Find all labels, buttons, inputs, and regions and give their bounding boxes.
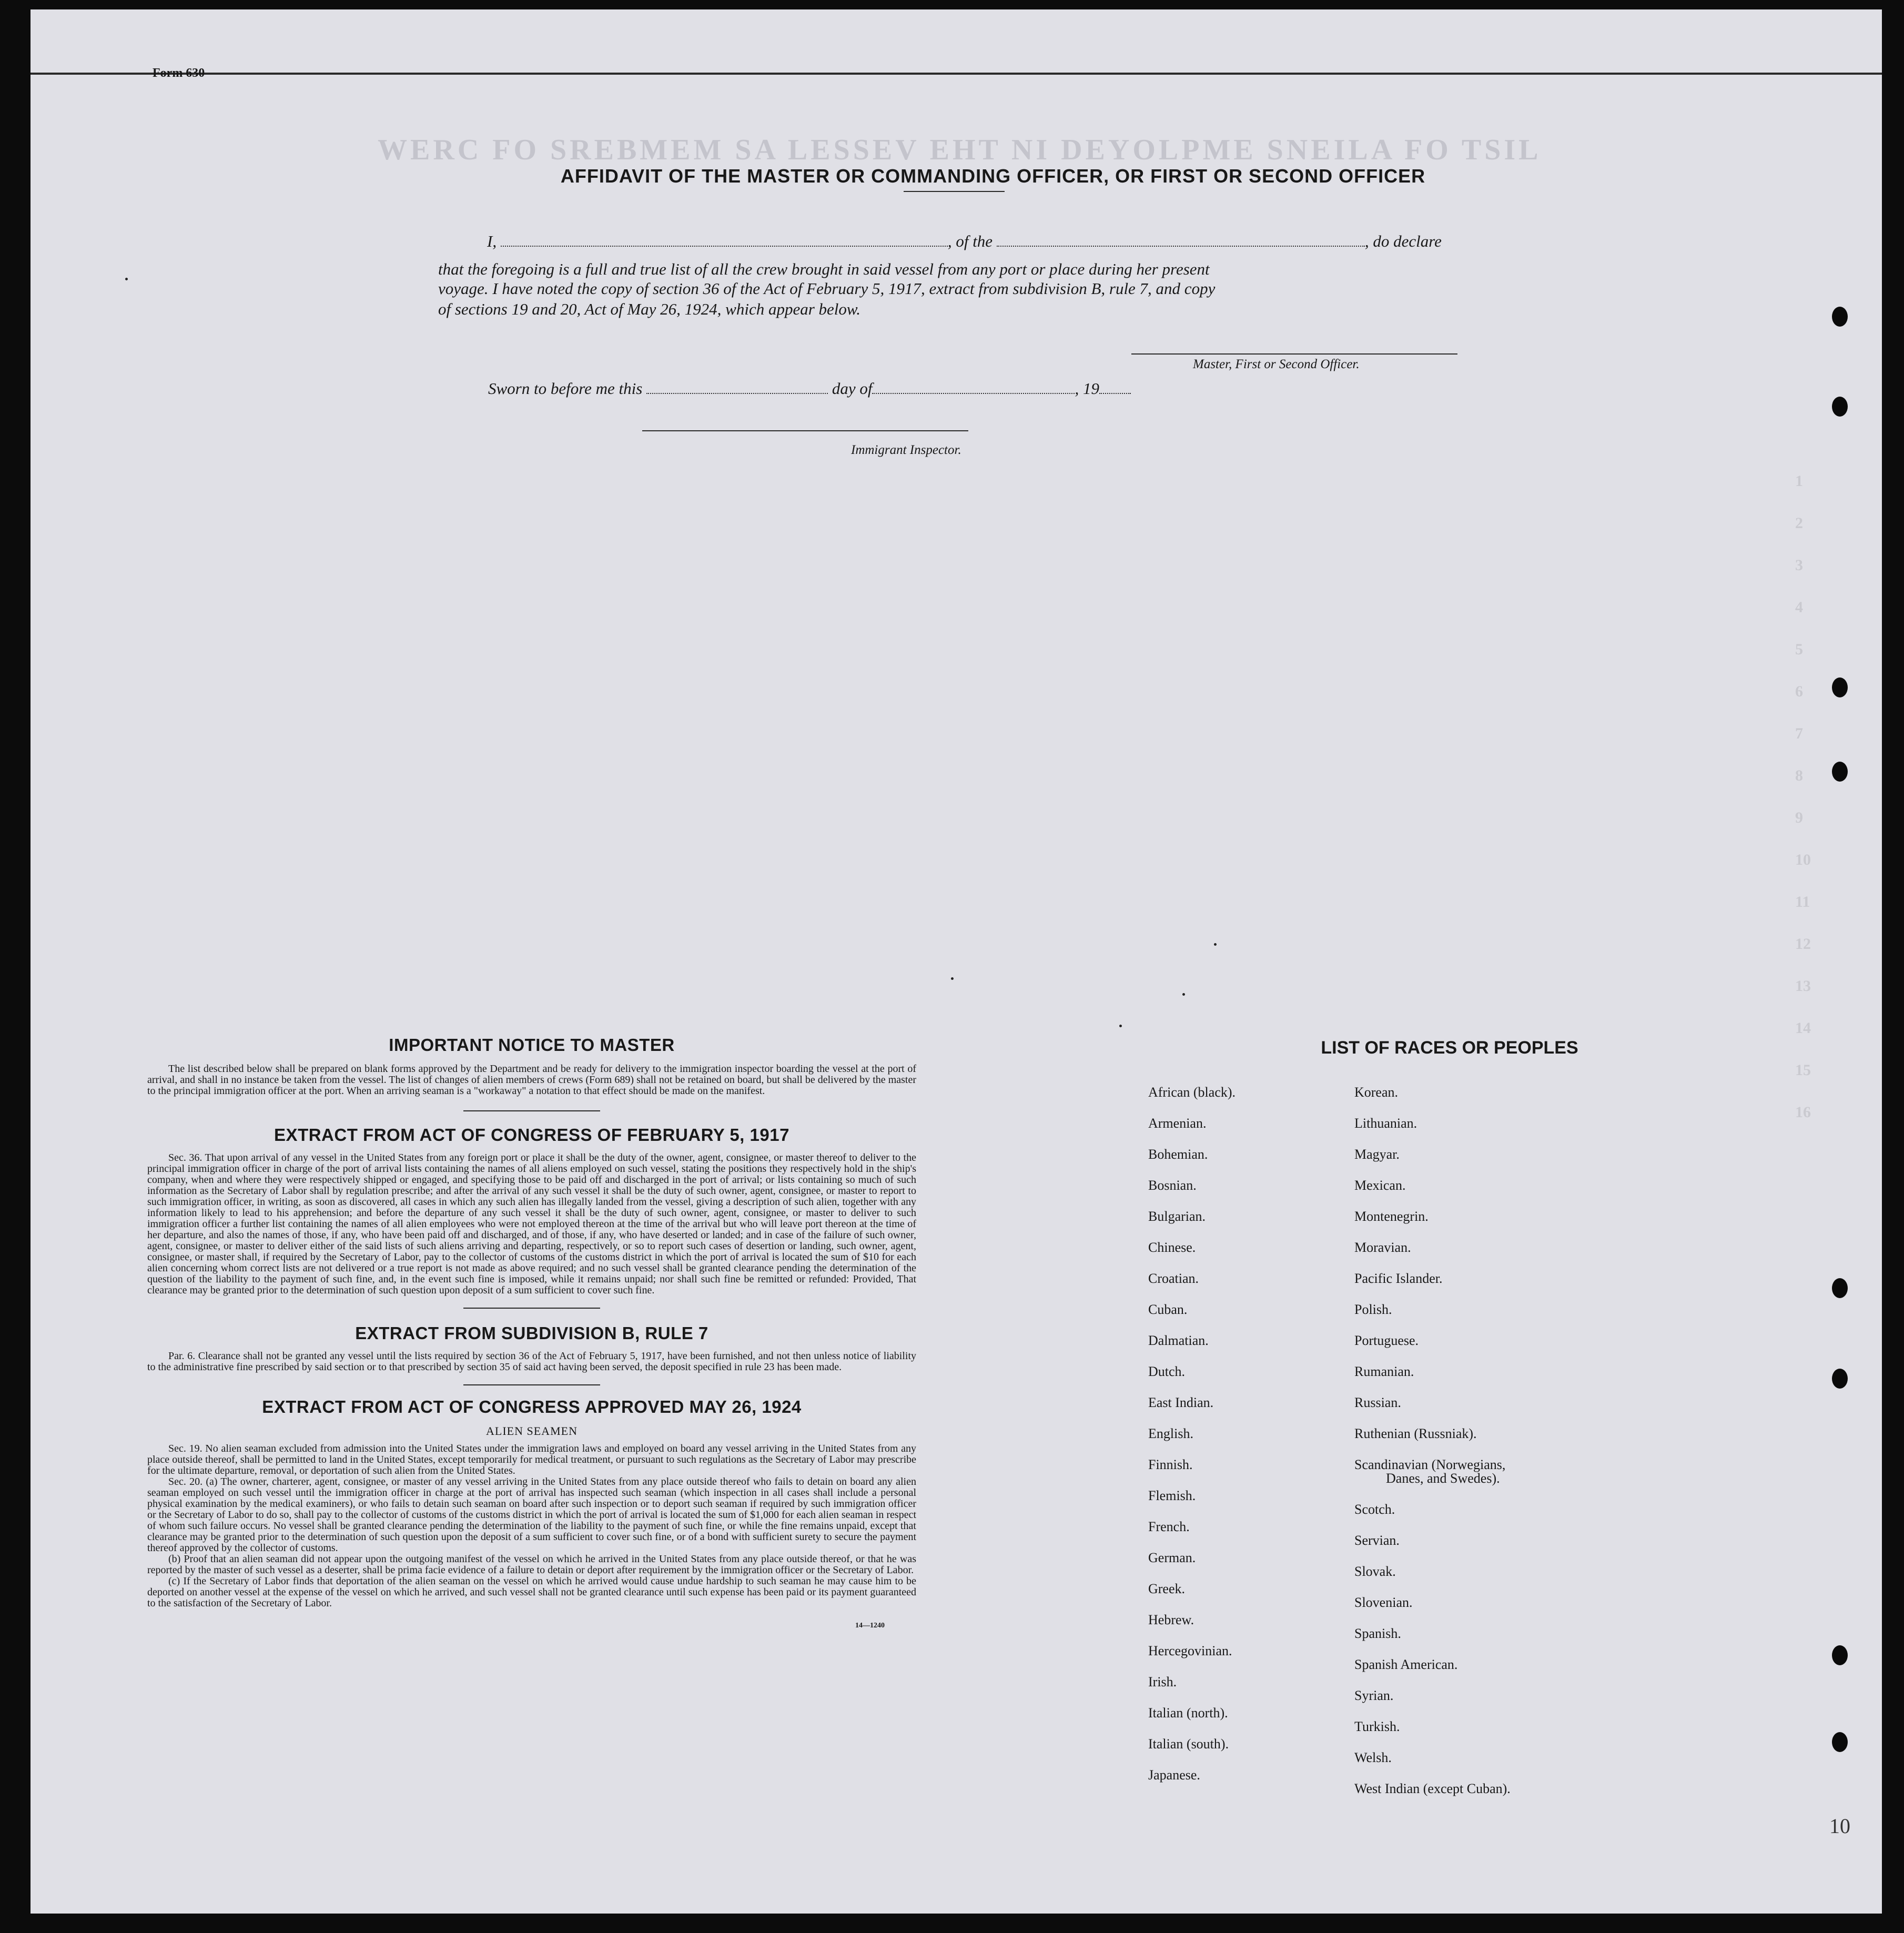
binder-hole: [1832, 1732, 1848, 1752]
sec19-text: Sec. 19. No alien seaman excluded from admission into the United States under the immigration laws and employed on board any vessel arriving in the United States from any place outside thereof, shall be permitted to land in the United States, except temporarily for medical treatment, or pursuant to such regulations as the Secretary of Labor may prescribe for the ultimate departure, removal, or deportation of such alien from the United States.: [147, 1443, 916, 1476]
binder-hole: [1832, 307, 1848, 327]
race-item: Polish.: [1354, 1302, 1392, 1317]
race-item: Chinese.: [1148, 1240, 1196, 1255]
race-item: Italian (north).: [1148, 1705, 1228, 1721]
bleed-row-number: 12: [1795, 935, 1811, 953]
race-item: Rumanian.: [1354, 1364, 1414, 1379]
race-item: Danes, and Swedes).: [1386, 1471, 1500, 1486]
race-item: Portuguese.: [1354, 1333, 1419, 1348]
binder-hole: [1832, 677, 1848, 697]
bleed-row-number: 9: [1795, 809, 1803, 826]
sec20b-text: (b) Proof that an alien seaman did not appear upon the outgoing manifest of the vessel on which he arrived in the United States from any place outside thereof, or that he was reported by the master of such vessel as a deserter, shall be prima facie evidence of a failure to detain or deport after requirement by the immigration officer or the Secretary of Labor.: [147, 1553, 916, 1576]
race-item: Slovak.: [1354, 1564, 1396, 1579]
bleed-row-number: 4: [1795, 599, 1803, 616]
race-item: Hercegovinian.: [1148, 1643, 1232, 1658]
race-item: German.: [1148, 1550, 1196, 1565]
race-item: Korean.: [1354, 1085, 1399, 1100]
race-item: Japanese.: [1148, 1767, 1200, 1783]
sworn-month-blank[interactable]: [872, 380, 1075, 394]
race-item: Russian.: [1354, 1395, 1401, 1410]
race-item: Mexican.: [1354, 1178, 1406, 1193]
races-title: LIST OF RACES OR PEOPLES: [1321, 1038, 1578, 1058]
race-item: Ruthenian (Russniak).: [1354, 1426, 1477, 1441]
race-item: Pacific Islander.: [1354, 1271, 1443, 1286]
race-item: Irish.: [1148, 1674, 1177, 1689]
race-item: Scotch.: [1354, 1502, 1395, 1517]
bleed-row-number: 7: [1795, 725, 1803, 742]
declarant-name-blank[interactable]: [501, 233, 948, 247]
affidavit-i: I,: [487, 232, 497, 250]
race-item: African (black).: [1148, 1085, 1236, 1100]
race-item: Bulgarian.: [1148, 1209, 1206, 1224]
binder-hole: [1832, 397, 1848, 417]
affidavit-line-2: that the foregoing is a full and true list of all the crew brought in said vessel from any port or place during her present: [438, 260, 1210, 278]
race-item: Croatian.: [1148, 1271, 1199, 1286]
binder-hole: [1832, 762, 1848, 782]
page-mark: 10: [1829, 1814, 1850, 1838]
race-item: Scandinavian (Norwegians,: [1354, 1457, 1506, 1472]
notice-text: The list described below shall be prepared on blank forms approved by the Department and be ready for delivery to the immigration inspector boarding the vessel at the port of arrival, and shall in no instance be taken from the vessel. The list of changes of alien members of crews (Form 689) shall not be retained on board, but shall be delivered by the master to the principal immigration officer at the port. When an arriving seaman is a "workaway" a notation to that effect should be made on the manifest.: [147, 1063, 916, 1097]
race-item: Lithuanian.: [1354, 1116, 1417, 1131]
bleed-row-number: 15: [1795, 1061, 1811, 1079]
bleed-row-number: 14: [1795, 1019, 1811, 1037]
bleed-row-number: 2: [1795, 514, 1803, 532]
notice-title: IMPORTANT NOTICE TO MASTER: [389, 1035, 675, 1055]
race-item: Finnish.: [1148, 1457, 1193, 1472]
bleed-row-number: 10: [1795, 851, 1811, 868]
extract-1924-title: EXTRACT FROM ACT OF CONGRESS APPROVED MAY 26, 1924: [262, 1397, 802, 1416]
extract-1917-text: Sec. 36. That upon arrival of any vessel in the United States from any foreign port or place it shall be the duty of the owner, agent, consignee, or master thereof to deliver to the principal immigration officer in charge of the port of arrival lists containing the names of all aliens employed on such vessel, stating the positions they respectively hold in the ship's company, when and where they were respectively shipped or engaged, and specifying those to be paid off and discharged in the port of arrival; or lists containing so much of such information as the Secretary of Labor shall by regulation prescribe; and after the arrival of any such vessel it shall be the duty of such owner, agent, consignee, or master to report to such immigration officer, in writing, as soon as discovered, all cases in which any such alien has illegally landed from the vessel, giving a description of such alien, together with any information likely to lead to his apprehension; and before the departure of any such vessel it shall be the duty of such owner, agent, consignee, or master to deliver to such immigration officer a further list containing the names of all alien employees who were not employed thereon at the time of the arrival but who will leave port thereon at the time of her departure, and also the names of those, if any, who have been paid off and discharged, and of those, if any, who have deserted or landed; and in case of the failure of such owner, agent, consignee, or master to deliver either of the said lists of such aliens arriving and departing, respectively, or so to report such cases of desertion or landing, such owner, agent, consignee, or master shall, if required by the Secretary of Labor, pay to the collector of customs of the customs district in which the port of arrival is located the sum of $10 for each alien concerning whom correct lists are not delivered or a true report is not made as above required; and no such vessel shall be granted clearance pending the determination of the question of the liability to the payment of such fine, and, in the event such fine is imposed, while it remains unpaid; nor shall such fine be remitted or refunded: Provided, That clearance may be granted prior to the determination of such question upon deposit of a sum sufficient to cover such fine.: [147, 1152, 916, 1296]
affidavit-title: AFFIDAVIT OF THE MASTER OR COMMANDING OFFICER, OR FIRST OR SECOND OFFICER: [560, 165, 1426, 187]
bleed-row-number: 8: [1795, 767, 1803, 784]
sworn-year-prefix: , 19: [1075, 379, 1099, 398]
speck: [1119, 1025, 1122, 1027]
speck: [125, 278, 128, 280]
master-signature-caption: Master, First or Second Officer.: [1193, 357, 1360, 371]
extract-rule7-text: Par. 6. Clearance shall not be granted any vessel until the lists required by section 36 of the Act of February 5, 1917, have been furnished, and not then unless notice of liability to the administrative fine prescribed by said section or to that prescribed by section 35 of said act having been served, the deposit specified in rule 23 has been made.: [147, 1350, 916, 1373]
divider: [463, 1308, 600, 1309]
inspector-signature-line[interactable]: [642, 430, 968, 431]
top-edge-rule: [31, 73, 1882, 75]
document-page: [31, 9, 1882, 1914]
race-item: Armenian.: [1148, 1116, 1207, 1131]
race-item: East Indian.: [1148, 1395, 1214, 1410]
race-item: Bosnian.: [1148, 1178, 1197, 1193]
sec20c-text: (c) If the Secretary of Labor finds that deportation of the alien seaman on the vessel on which he arrived would cause undue hardship to such seaman he may cause him to be deported on another vessel at the expense of the vessel on which he arrived, and such vessel shall not be granted clearance until such expense has been paid or its payment guaranteed to the satisfaction of the Secretary of Labor.: [147, 1575, 916, 1609]
bleed-row-number: 13: [1795, 977, 1811, 995]
race-item: Dutch.: [1148, 1364, 1186, 1379]
sworn-day-of: day of: [832, 379, 873, 398]
affidavit-line-3: voyage. I have noted the copy of section 36 of the Act of February 5, 1917, extract from subdivision B, rule 7, and copy: [438, 279, 1216, 298]
vessel-name-blank[interactable]: [997, 233, 1365, 247]
race-item: Slovenian.: [1354, 1595, 1413, 1610]
bleed-row-number: 1: [1795, 472, 1803, 490]
bleed-row-number: 3: [1795, 556, 1803, 574]
bleed-through-title: WERC FO SREBMEM SA LESSEV EHT NI DEYOLPME SNEILA FO TSIL: [378, 134, 1542, 166]
sec20a-text: Sec. 20. (a) The owner, charterer, agent, consignee, or master of any vessel arriving in the United States from any place outside thereof who fails to detain on board any alien seaman employed on such vessel until the immigration officer in charge at the port of arrival has inspected such seaman (which inspection in all cases shall include a personal physical examination by the medical examiners), or who fails to detain such seaman on board after such inspection or to deport such seaman if required by such immigration officer or the Secretary of Labor to do so, shall pay to the collector of customs of the customs district in which the port of arrival is located the sum of $1,000 for each alien seaman in respect of whom such failure occurs. No vessel shall be granted clearance pending the determination of the liability to the payment of such fine, or while the fine remains unpaid, except that clearance may be granted prior to the determination of such question upon the deposit of a sum sufficient to cover such fine, or of a bond with sufficient surety to secure the payment thereof approved by the collector of customs.: [147, 1476, 916, 1554]
race-item: Spanish American.: [1354, 1657, 1458, 1672]
race-item: Welsh.: [1354, 1750, 1392, 1765]
race-item: Moravian.: [1354, 1240, 1411, 1255]
bleed-row-number: 11: [1795, 893, 1810, 910]
race-item: English.: [1148, 1426, 1193, 1441]
sworn-day-blank[interactable]: [646, 380, 828, 394]
divider: [463, 1110, 600, 1111]
affidavit-of-the: , of the: [947, 232, 993, 250]
sworn-year-blank[interactable]: [1099, 380, 1131, 394]
race-item: Italian (south).: [1148, 1736, 1229, 1752]
sworn-text: Sworn to before me this: [488, 379, 643, 398]
race-item: Spanish.: [1354, 1626, 1401, 1641]
bleed-row-number: 16: [1795, 1104, 1811, 1121]
extract-1917-title: EXTRACT FROM ACT OF CONGRESS OF FEBRUARY 5, 1917: [274, 1125, 789, 1145]
speck: [1182, 993, 1185, 996]
affidavit-do-declare: , do declare: [1364, 232, 1442, 250]
binder-hole: [1832, 1369, 1848, 1389]
affidavit-line-4: of sections 19 and 20, Act of May 26, 1924, which appear below.: [438, 300, 861, 318]
race-item: Hebrew.: [1148, 1612, 1194, 1627]
master-signature-line[interactable]: [1131, 353, 1457, 355]
extract-rule7-title: EXTRACT FROM SUBDIVISION B, RULE 7: [355, 1323, 708, 1343]
race-item: French.: [1148, 1519, 1190, 1534]
bleed-row-number: 5: [1795, 641, 1803, 658]
legal-notices-column: [147, 1035, 916, 1630]
races-right-column: [1354, 1086, 1511, 1813]
race-item: West Indian (except Cuban).: [1354, 1781, 1511, 1796]
race-item: Turkish.: [1354, 1719, 1400, 1734]
race-item: Magyar.: [1354, 1147, 1400, 1162]
race-item: Flemish.: [1148, 1488, 1196, 1503]
sworn-line: [488, 379, 1131, 398]
affidavit-title-underline: [904, 191, 1005, 192]
form-number: Form 630: [153, 66, 205, 80]
bleed-row-number: 6: [1795, 683, 1803, 700]
binder-hole: [1832, 1278, 1848, 1298]
form-code: 14—1240: [855, 1622, 885, 1630]
speck: [951, 977, 954, 980]
race-item: Servian.: [1354, 1533, 1400, 1548]
races-left-column: [1148, 1086, 1235, 1799]
inspector-caption: Immigrant Inspector.: [851, 443, 961, 457]
race-item: Cuban.: [1148, 1302, 1188, 1317]
divider: [463, 1384, 600, 1385]
speck: [1214, 943, 1217, 946]
alien-seamen-subtitle: ALIEN SEAMEN: [486, 1424, 578, 1438]
race-item: Montenegrin.: [1354, 1209, 1429, 1224]
race-item: Syrian.: [1354, 1688, 1394, 1703]
affidavit-line-1: [487, 232, 1442, 251]
race-item: Dalmatian.: [1148, 1333, 1209, 1348]
race-item: Bohemian.: [1148, 1147, 1208, 1162]
race-item: Greek.: [1148, 1581, 1186, 1596]
binder-hole: [1832, 1645, 1848, 1665]
